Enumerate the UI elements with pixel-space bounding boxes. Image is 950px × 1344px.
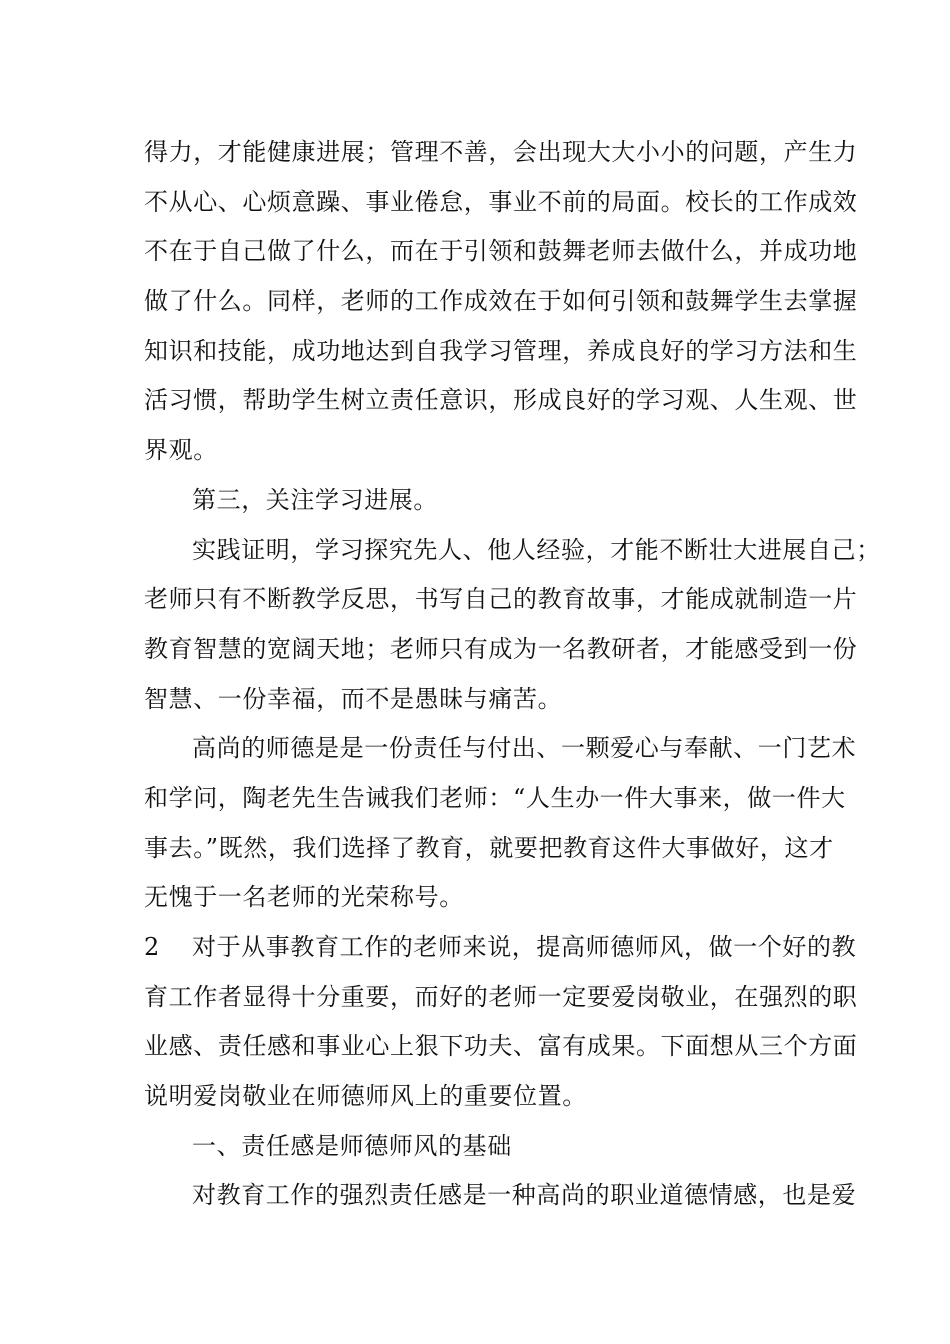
- text-line: 不在于自己做了什么，而在于引领和鼓舞老师去做什么，并成功地: [144, 237, 858, 266]
- text-line: 实践证明，学习探究先人、他人经验，才能不断壮大进展自己；: [192, 535, 881, 564]
- text-line: 智慧、一份幸福，而不是愚昧与痛苦。: [144, 684, 563, 713]
- text-line: 教育智慧的宽阔天地；老师只有成为一名教研者，才能感受到一份: [144, 634, 858, 663]
- text-line: 无愧于一名老师的光荣称号。: [144, 883, 464, 912]
- paragraph-heading: 第三，关注学习进展。: [192, 485, 438, 514]
- text-line: 知识和技能，成功地达到自我学习管理，养成良好的学习方法和生: [144, 336, 858, 365]
- text-line: 做了什么。同样，老师的工作成效在于如何引领和鼓舞学生去掌握: [144, 287, 858, 316]
- text-line: 事去。”既然，我们选择了教育，就要把教育这件大事做好，这才: [144, 833, 834, 862]
- text-line: 界观。: [144, 436, 218, 465]
- section-heading: 一、责任感是师德师风的基础: [192, 1131, 512, 1160]
- text-line: 和学问，陶老先生告诫我们老师：“人生办一件大事来，做一件大: [144, 783, 846, 812]
- numbered-line: [144, 923, 857, 973]
- text-line: 老师只有不断教学反思，书写自己的教育故事，才能成就制造一片: [144, 585, 858, 614]
- section-number: 2: [144, 933, 160, 961]
- document-body: [144, 128, 881, 1221]
- text-line: 高尚的师德是是一份责任与付出、一颗爱心与奉献、一门艺术: [192, 734, 857, 763]
- text-line: 不从心、心烦意躁、事业倦怠，事业不前的局面。校长的工作成效: [144, 187, 858, 216]
- text-line: 得力，才能健康进展；管理不善，会出现大大小小的问题，产生力: [144, 138, 858, 166]
- text-line: 育工作者显得十分重要，而好的老师一定要爱岗敬业，在强烈的职: [144, 982, 858, 1011]
- text-line: 活习惯，帮助学生树立责任意识，形成良好的学习观、人生观、世: [144, 386, 858, 415]
- text-line: 业感、责任感和事业心上狠下功夫、富有成果。下面想从三个方面: [144, 1032, 858, 1061]
- text-line: 对于从事教育工作的老师来说，提高师德师风，做一个好的教: [192, 933, 857, 961]
- text-line: 对教育工作的强烈责任感是一种高尚的职业道德情感，也是爱: [192, 1181, 857, 1210]
- text-line: 说明爱岗敬业在师德师风上的重要位置。: [144, 1082, 587, 1111]
